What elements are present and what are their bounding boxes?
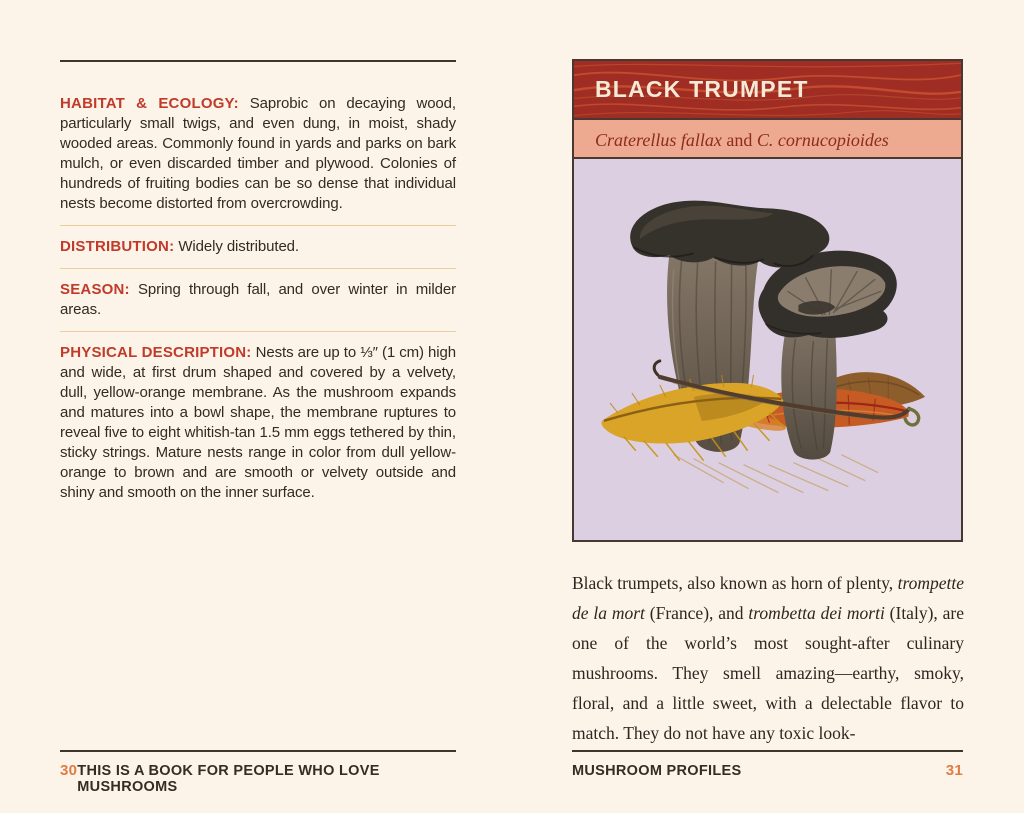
- black-trumpet-illustration-svg: [574, 159, 961, 540]
- mushroom-profile-card: [572, 59, 963, 542]
- section-text: Widely distributed.: [178, 238, 299, 255]
- left-page-column: [60, 60, 456, 514]
- profile-card-banner: [574, 61, 961, 118]
- left-page-number: 30: [60, 762, 78, 779]
- section-text: Saprobic on decaying wood, particularly small twigs, and even dung, in moist, shady wooded areas. Commonly found in yards and parks on bark mulch, or even discarded timber and plywood. Colonies of hundreds of fruiting bodies can be so dense that individual nests become distorted from overcrowding.: [60, 95, 456, 212]
- distribution-section: [60, 225, 456, 268]
- section-label: PHYSICAL DESCRIPTION:: [60, 344, 252, 361]
- right-page-number: 31: [945, 762, 963, 779]
- season-section: [60, 268, 456, 331]
- section-text: Nests are up to ⅓″ (1 cm) high and wide, at first drum shaped and covered by a velvety, dull, yellow-orange membrane. As the mushroom expands and matures into a bowl shape, the membrane ruptures to reveal five to eight whitish-tan 1.5 mm eggs tethered by thin, sticky strings. Mature nests range in color from dull yellow-orange to brown and are smooth or velvety outside and shiny and smooth on the inner surface.: [60, 344, 456, 501]
- physical-description-section: [60, 331, 456, 514]
- species-names-bar: Craterellus fallax and C. cornucopioides: [574, 118, 961, 159]
- mushroom-name-title: BLACK TRUMPET: [595, 76, 809, 102]
- section-label: HABITAT & ECOLOGY:: [60, 95, 239, 112]
- section-label: DISTRIBUTION:: [60, 238, 175, 255]
- section-running-head: MUSHROOM PROFILES: [572, 763, 742, 779]
- book-title-running-head: THIS IS A BOOK FOR PEOPLE WHO LOVE MUSHROOMS: [77, 763, 380, 795]
- habitat-ecology-section: [60, 94, 456, 225]
- ground-fringe: [674, 455, 878, 493]
- season-paragraph: [60, 280, 456, 320]
- distribution-paragraph: [60, 237, 456, 257]
- section-text: Spring through fall, and over winter in milder areas.: [60, 281, 456, 318]
- habitat-ecology-paragraph: [60, 94, 456, 214]
- mushroom-illustration: [574, 159, 961, 540]
- section-label: SEASON:: [60, 281, 130, 298]
- right-page-footer: [572, 750, 963, 779]
- physical-description-paragraph: [60, 343, 456, 503]
- left-page-footer: [60, 750, 456, 795]
- right-page-body-paragraph: Black trumpets, also known as horn of plenty, trompette de la mort (France), and trombetta dei morti (Italy), are one of the world’s most sought-after culinary mushrooms. They smell amazing—earthy, smoky, floral, and a little sweet, with a delectable flavor to match. They do not have any toxic look-: [572, 573, 964, 743]
